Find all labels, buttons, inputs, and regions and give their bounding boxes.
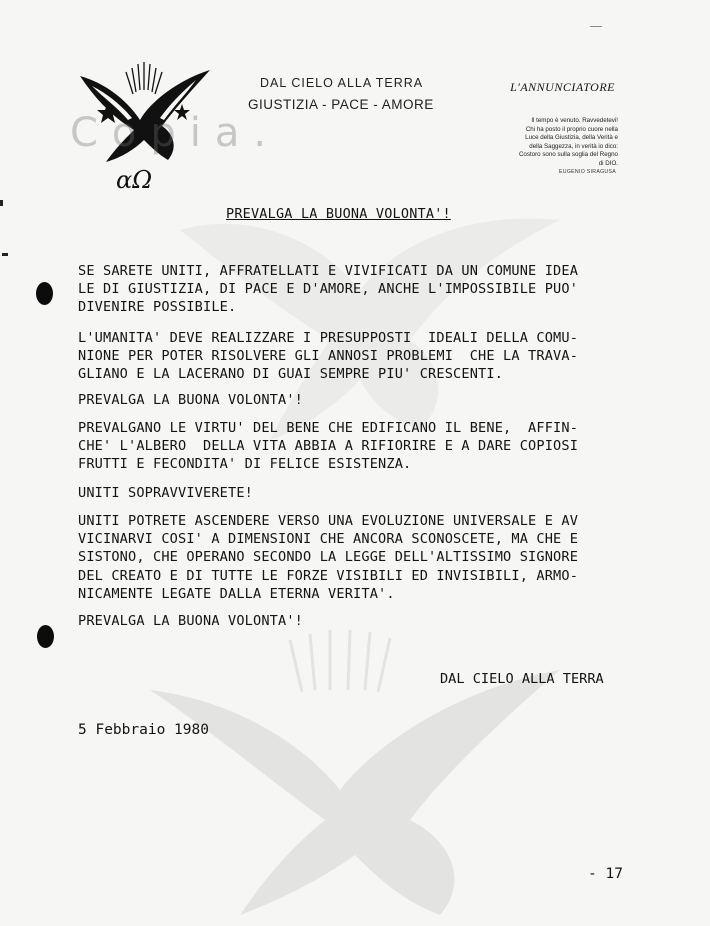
scan-mark [590,26,602,27]
quote-line: di DIO. [598,159,618,167]
binder-hole [37,625,54,648]
header-title: DAL CIELO ALLA TERRA [260,76,424,90]
paragraph: UNITI POTRETE ASCENDERE VERSO UNA EVOLUZIONE UNIVERSALE E AV VICINARVI COSI' A DIMENSIONI CHE ANCORA SCONOSCETE, MA CHE E SISTONO, CHE OPERANO SECONDO LA LEGGE DELL'ALTISSIMO SIGNORE DEL CREATO E DI TUTTE LE FORZE VISIBILI ED INVISIBILI, ARMO- NICAMENTE LEGATE DALLA ETERNA VERITA'. [78,513,579,602]
scan-mark [2,253,8,256]
quote-line: Il tempo è venuto. Ravvedetevi! [531,117,618,124]
paragraph: PREVALGANO LE VIRTU' DEL BENE CHE EDIFICANO IL BENE, AFFIN- CHE' L'ALBERO DELLA VITA ABBIA A RIFIORIRE E A DARE COPIOSI FRUTTI E FECONDITA' DI FELICE ESISTENZA. [78,420,579,473]
paragraph: PREVALGA LA BUONA VOLONTA'! [78,613,304,629]
header-quote [494,117,618,169]
binder-hole [36,282,53,305]
page-number: - 17 [588,866,623,882]
scan-mark [0,200,3,206]
paragraph: SE SARETE UNITI, AFFRATELLATI E VIVIFICATI DA UN COMUNE IDEA LE DI GIUSTIZIA, DI PACE E D'AMORE, ANCHE L'IMPOSSIBILE PUO' DIVENIRE POSSIBILE. [78,263,579,316]
quote-author: EUGENIO SIRAGUSA [559,169,616,175]
document-date: 5 Febbraio 1980 [78,722,209,738]
paragraph: L'UMANITA' DEVE REALIZZARE I PRESUPPOSTI IDEALI DELLA COMU- NIONE PER POTER RISOLVERE GLI ANNOSI PROBLEMI CHE LA TRAVA- GLIANO E LA LACERANO DI GUAI SEMPRE PIU' CRESCENTI. [78,330,579,383]
quote-line: della Saggezza, in verità io dico: [529,142,618,150]
document-heading: PREVALGA LA BUONA VOLONTA'! [226,206,451,222]
paragraph: UNITI SOPRAVVIVERETE! [78,485,254,501]
quote-line: Luce della Giustizia, della Verità e [525,134,618,142]
copia-stamp: Copia. [70,110,281,156]
alpha-omega-symbol: αΩ [116,166,153,194]
header-subtitle: GIUSTIZIA - PACE - AMORE [248,97,434,112]
quote-line: Costoro sono sulla soglia del Regno [518,151,618,159]
paragraph: PREVALGA LA BUONA VOLONTA'! [78,392,304,408]
publication-name: L'ANNUNCIATORE [510,80,615,94]
signature: DAL CIELO ALLA TERRA [440,671,604,687]
quote-line: Chi ha posto il proprio cuore nella [525,125,618,133]
